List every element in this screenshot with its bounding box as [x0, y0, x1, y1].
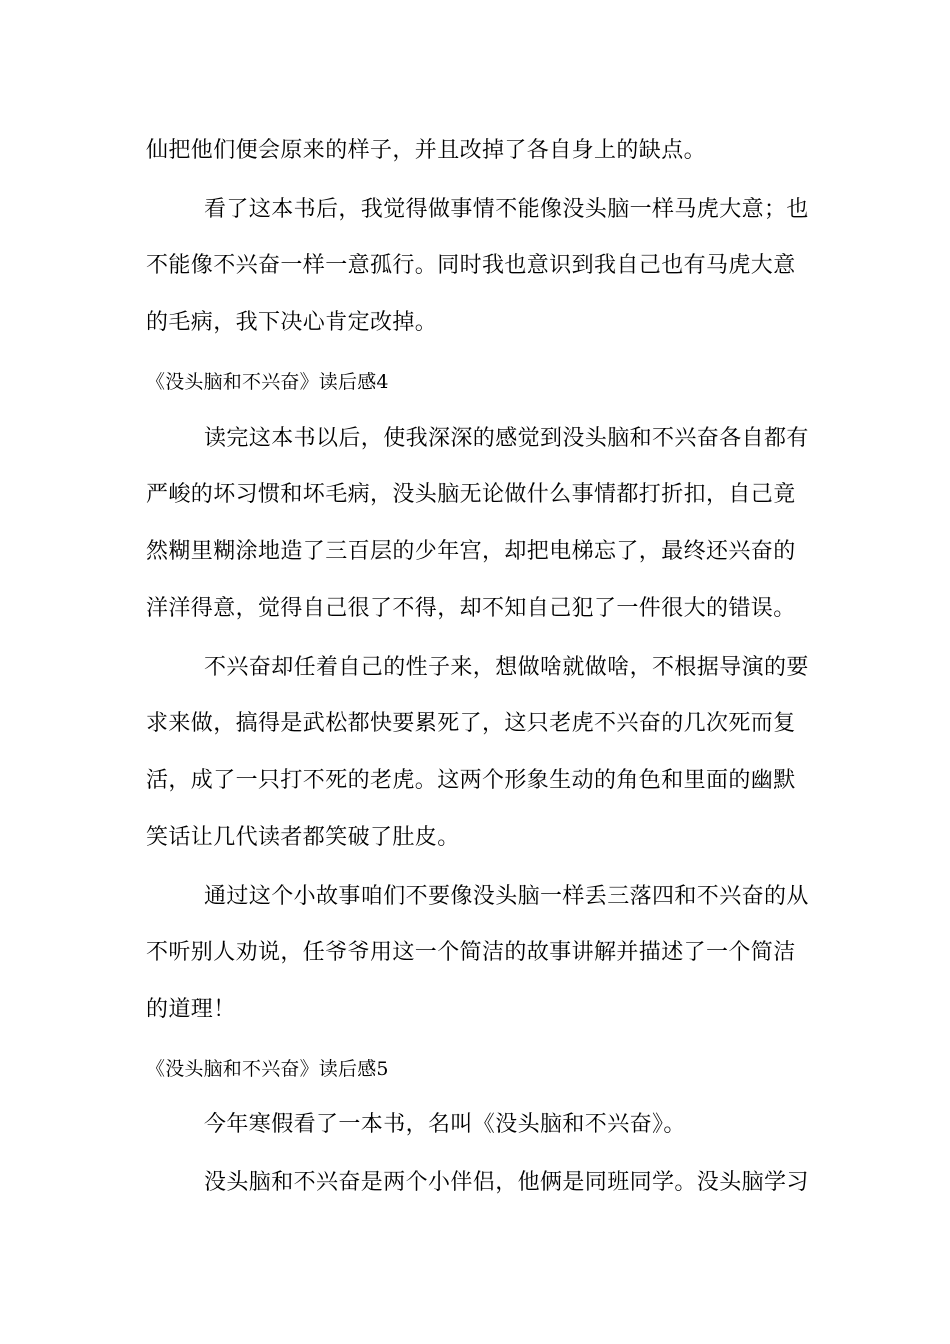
- paragraph-line: 今年寒假看了一本书，名叫《没头脑和不兴奋》。: [204, 1112, 686, 1137]
- paragraph-line: 的毛病，我下决心肯定改掉。: [146, 310, 438, 335]
- paragraph-line: 洋洋得意，觉得自己很了不得，却不知自己犯了一件很大的错误。: [146, 596, 796, 621]
- paragraph-line: 然糊里糊涂地造了三百层的少年宫，却把电梯忘了，最终还兴奋的: [146, 539, 796, 564]
- paragraph-line: 笑话让几代读者都笑破了肚皮。: [146, 825, 460, 850]
- paragraph-line: 不能像不兴奋一样一意孤行。同时我也意识到我自己也有马虎大意: [146, 253, 796, 278]
- paragraph-line: 的道理！: [146, 997, 236, 1022]
- paragraph-line: 读完这本书以后，使我深深的感觉到没头脑和不兴奋各自都有: [204, 426, 809, 451]
- paragraph-line: 看了这本书后，我觉得做事情不能像没头脑一样马虎大意；也: [204, 197, 809, 222]
- paragraph-line: 仙把他们便会原来的样子，并且改掉了各自身上的缺点。: [146, 138, 707, 163]
- paragraph-line: 不听别人劝说，任爷爷用这一个简洁的故事讲解并描述了一个简洁: [146, 940, 796, 965]
- paragraph-line: 求来做，搞得是武松都快要累死了，这只老虎不兴奋的几次死而复: [146, 711, 796, 736]
- paragraph-line: 没头脑和不兴奋是两个小伴侣，他俩是同班同学。没头脑学习: [204, 1170, 809, 1195]
- section-heading: 《没头脑和不兴奋》读后感4: [146, 371, 389, 393]
- paragraph-line: 不兴奋却任着自己的性子来，想做啥就做啥，不根据导演的要: [204, 655, 809, 680]
- paragraph-line: 活，成了一只打不死的老虎。这两个形象生动的角色和里面的幽默: [146, 768, 796, 793]
- section-heading: 《没头脑和不兴奋》读后感5: [146, 1058, 389, 1080]
- paragraph-line: 严峻的坏习惯和坏毛病，没头脑无论做什么事情都打折扣，自己竟: [146, 482, 796, 507]
- paragraph-line: 通过这个小故事咱们不要像没头脑一样丢三落四和不兴奋的从: [204, 884, 809, 909]
